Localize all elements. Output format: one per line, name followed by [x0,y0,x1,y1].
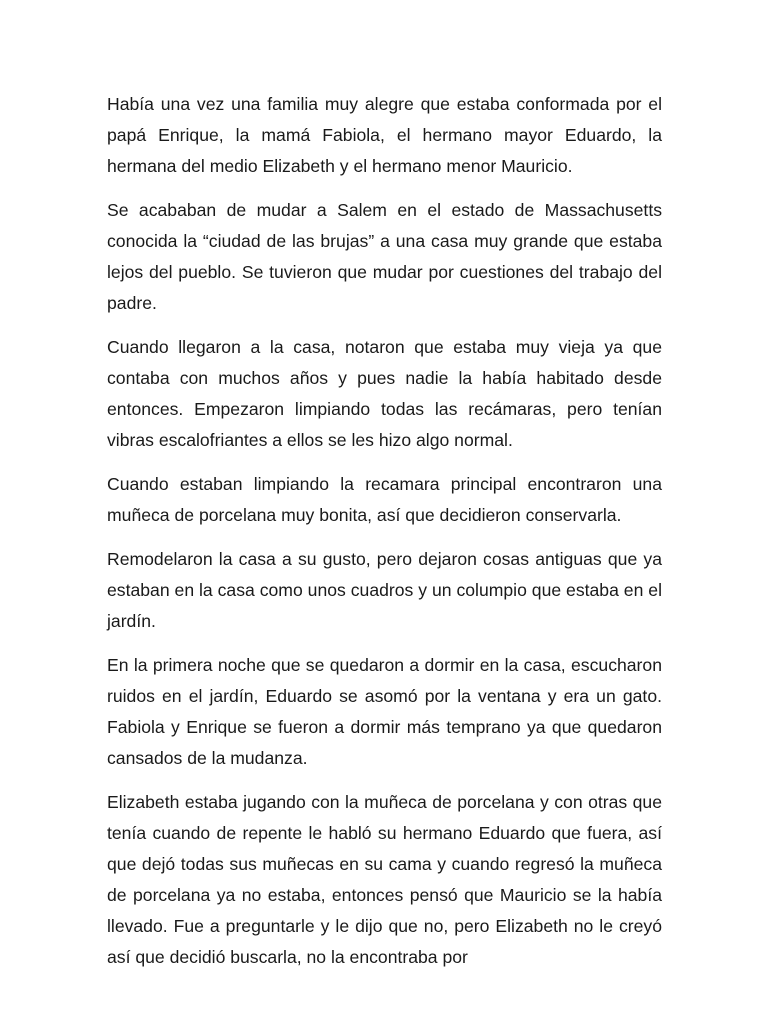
paragraph-old-house: Cuando llegaron a la casa, notaron que estaba muy vieja ya que contaba con muchos años y pues nadie la había habitado desde entonces. Empezaron limpiando todas las recámaras, pero tenían vibras escalofriantes a ellos se les hizo algo normal. [107,337,662,450]
paragraph-family-intro: Había una vez una familia muy alegre que estaba conformada por el papá Enrique, la mamá Fabiola, el hermano mayor Eduardo, la hermana del medio Elizabeth y el hermano menor Mauricio. [107,94,662,176]
document-body [107,89,662,986]
paragraph-first-night: En la primera noche que se quedaron a dormir en la casa, escucharon ruidos en el jardín, Eduardo se asomó por la ventana y era un gato. Fabiola y Enrique se fueron a dormir más temprano ya que quedaron cansados de la mudanza. [107,655,662,768]
paragraph-missing-doll: Elizabeth estaba jugando con la muñeca de porcelana y con otras que tenía cuando de repente le habló su hermano Eduardo que fuera, así que dejó todas sus muñecas en su cama y cuando regresó la muñeca de porcelana ya no estaba, entonces pensó que Mauricio se la había llevado. Fue a preguntarle y le dijo que no, pero Elizabeth no le creyó así que decidió buscarla, no la encontraba por [107,792,662,967]
paragraph-remodel: Remodelaron la casa a su gusto, pero dejaron cosas antiguas que ya estaban en la casa como unos cuadros y un columpio que estaba en el jardín. [107,549,662,631]
paragraph-porcelain-doll: Cuando estaban limpiando la recamara principal encontraron una muñeca de porcelana muy bonita, así que decidieron conservarla. [107,474,662,525]
paragraph-move-to-salem: Se acababan de mudar a Salem en el estado de Massachusetts conocida la “ciudad de las brujas” a una casa muy grande que estaba lejos del pueblo. Se tuvieron que mudar por cuestiones del trabajo del padre. [107,200,662,313]
